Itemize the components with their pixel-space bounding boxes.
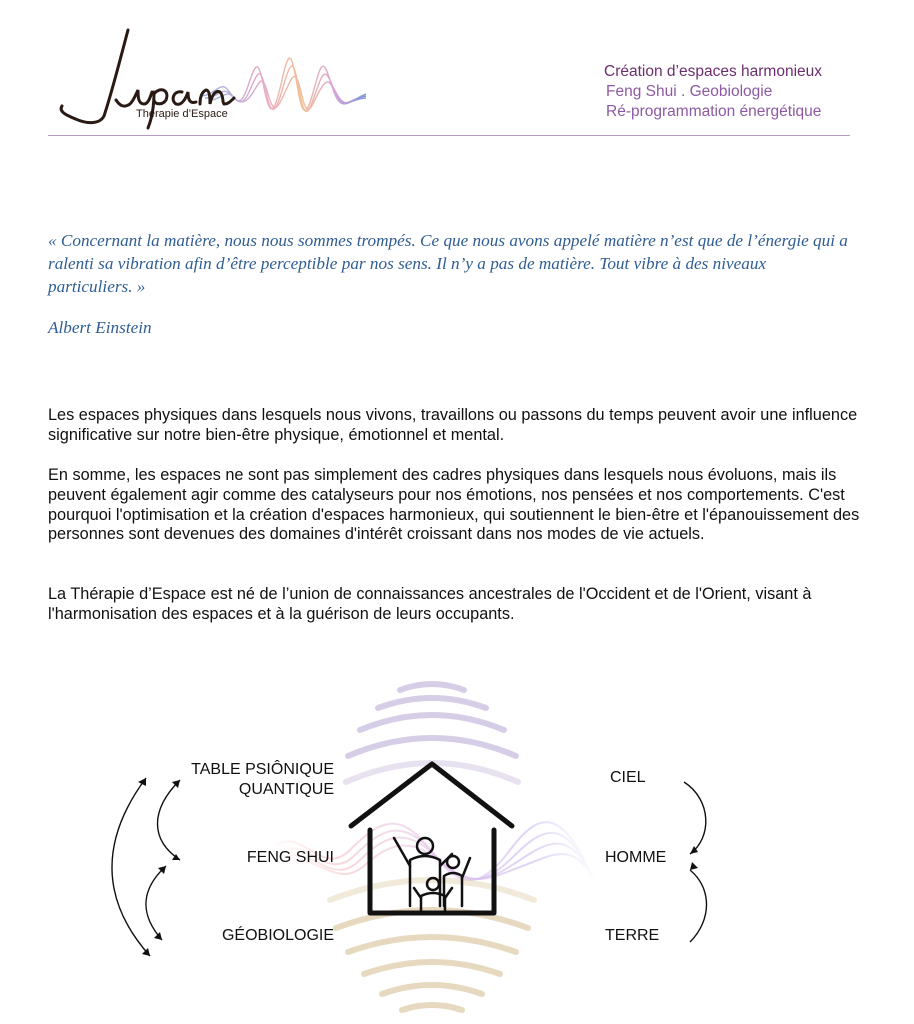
label-ciel: CIEL	[610, 769, 646, 786]
paragraph-2: En somme, les espaces ne sont pas simplement des cadres physiques dans lesquels nous évoluons, mais ils peuvent également agir comme des catalyseurs pour nos émotions, nos pensées et nos comportements. C'est pourquoi l'optimisation et la création d'espaces harmonieux, qui soutiennent le bien-être et l'épanouissement des personnes sont devenues des domaines d'intérêt croissant dans nos modes de vie actuels.	[48, 466, 860, 544]
label-geobiologie: GÉOBIOLOGIE	[221, 927, 334, 944]
page-header	[0, 0, 914, 140]
brand-line-fengshui: Feng Shui . Geobiologie	[606, 83, 773, 100]
einstein-quote: « Concernant la matière, nous nous sommes trompés. Ce que nous avons appelé matière n’est que de l’énergie qui a ralenti sa vibration afin d’être perceptible par nos sens. Il n’y a pas de matière. Tout vibre à des niveaux particuliers. »	[48, 231, 848, 296]
arrow-heads-right	[690, 846, 698, 870]
wave-arcs-top	[346, 684, 518, 782]
paragraph-1: Les espaces physiques dans lesquels nous vivons, travaillons ou passons du temps peuvent avoir une influence significative sur notre bien-être physique, émotionnel et mental.	[48, 406, 858, 444]
label-terre: TERRE	[605, 927, 660, 944]
label-table-psionique	[160, 760, 334, 800]
label-table-line-2: QUANTIQUE	[238, 781, 334, 798]
label-feng-shui: FENG SHUI	[246, 849, 334, 866]
quote-author: Albert Einstein	[48, 318, 152, 337]
diagram-graphics	[0, 670, 914, 1024]
label-table-line-1: TABLE PSIÔNIQUE	[191, 761, 334, 778]
curved-arrows-right	[684, 782, 707, 942]
label-homme: HOMME	[605, 849, 667, 866]
brand-line-reprogrammation: Ré-programmation énergétique	[606, 103, 822, 120]
lupam-logo	[50, 20, 380, 130]
family-icon	[394, 838, 470, 910]
brand-taglines	[604, 62, 822, 122]
logo-tagline: Thérapie d’Espace	[136, 108, 228, 120]
paragraph-3: La Thérapie d’Espace est né de l’union de connaissances ancestrales de l'Occident et de l'Orient, visant à l'harmonisation des espaces et à la guérison de leurs occupants.	[48, 585, 812, 623]
header-divider	[48, 135, 850, 136]
wave-arcs-bottom	[330, 880, 534, 1010]
therapy-diagram	[0, 670, 914, 1024]
brand-line-creation: Création d’espaces harmonieux	[604, 63, 822, 80]
